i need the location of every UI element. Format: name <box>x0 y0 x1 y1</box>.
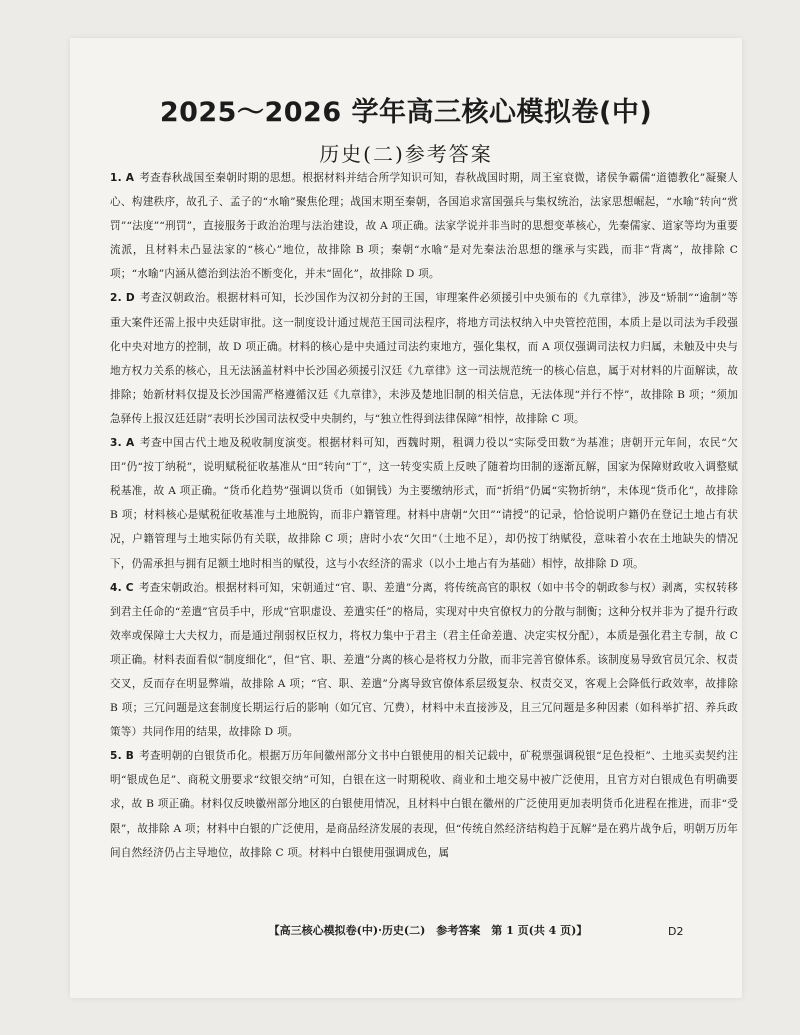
answer-list <box>110 166 738 865</box>
page-footer: 【高三核心模拟卷(中)·历史(二) 参考答案 第 1 页(共 4 页)】 <box>268 924 588 937</box>
answer-sheet-page <box>70 38 742 998</box>
answer-text: 考查宋朝政治。根据材料可知，宋朝通过“官、职、差遣”分离，将传统高官的职权（如中书令的朝政参与权）剥离，实权转移到君主任命的“差遣”官员手中，形成“官职虚设、差遣实任”的格局，实现对中央官僚权力的分散与制衡；这种分权并非为了提升行政效率或保障士大夫权力，而是通过削弱权臣权力，将权力集中于君主（君主任命差遣、决定实权分配），本质是强化君主专制，故 C 项正确。材料表面看似“制度细化”，但“官、职、差遣”分离的核心是将权力分散，而非完善官僚体系。该制度易导致官员冗余、权责交叉，反而存在明显弊端，故排除 A 项；“官、职、差遣”分离导致官僚体系层级复杂、权责交叉，客观上会降低行政效率，故排除 B 项；三冗问题是这套制度长期运行后的影响（如冗官、冗费），材料中未直接涉及，且三冗问题是多种因素（如科举扩招、养兵政策等）共同作用的结果，故排除 D 项。 <box>110 581 738 739</box>
answer-item-1 <box>110 166 738 286</box>
answer-number: 3. A <box>110 437 135 450</box>
answer-item-5 <box>110 744 738 864</box>
answer-number: 1. A <box>110 172 135 184</box>
answer-item-4 <box>110 576 738 745</box>
answer-number: 4. C <box>110 581 134 594</box>
answer-text: 考查汉朝政治。根据材料可知，长沙国作为汉初分封的王国，审理案件必须援引中央颁布的《九章律》，涉及“矫制”“逾制”等重大案件还需上报中央廷尉审批。这一制度设计通过规范王国司法程序，将地方司法权纳入中央管控范围，本质上是以司法为手段强化中央对地方的控制，故 D 项正确。材料的核心是中央通过司法约束地方，强化集权，而 A 项仅强调司法权力归属，未触及中央与地方权力关系的核心，且无法涵盖材料中长沙国必须援引汉廷《九章律》这一司法规范统一的核心信息，属于对材料的片面解读，故排除；始新材料仅提及长沙国需严格遵循汉廷《九章律》，未涉及楚地旧制的相关信息，无法体现“并行不悖”，故排除 B 项；“须加急驿传上报汉廷廷尉”表明长沙国司法权受中央制约，与“独立性得到法律保障”相悖，故排除 C 项。 <box>110 292 738 425</box>
answer-text: 考查中国古代土地及税收制度演变。根据材料可知，西魏时期，租调力役以“实际受田数”为基准；唐朝开元年间，农民“欠田”仍“按丁纳税”，说明赋税征收基准从“田”转向“丁”，这一转变实质上反映了随着均田制的逐渐瓦解，国家为保障财政收入调整赋税基准，故 A 项正确。“货币化趋势”强调以货币（如铜钱）为主要缴纳形式，而“折绢”仍属“实物折纳”，未体现“货币化”，故排除 B 项；材料核心是赋税征收基准与土地脱钩，而非户籍管理。材料中唐朝“欠田”“请授”的记录，恰恰说明户籍仍在登记土地占有状况，户籍管理与土地实际仍有关联，故排除 C 项；唐时小农“欠田”（土地不足），却仍按丁纳赋役，意味着小农在土地缺失的情况下，仍需承担与拥有足额土地时相当的赋役，这与小农经济的需求（以小土地占有为基础）相悖，故排除 D 项。 <box>110 437 738 570</box>
answer-number: 2. D <box>110 292 135 305</box>
answer-item-3 <box>110 431 738 576</box>
answer-number: 5. B <box>110 750 135 763</box>
answer-item-2 <box>110 286 738 431</box>
page-subtitle: 历史(二)参考答案 <box>319 142 493 166</box>
paper-code: D2 <box>668 925 684 938</box>
page-title: 2025～2026 学年高三核心模拟卷(中) <box>159 97 653 128</box>
answer-text: 考查明朝的白银货币化。根据万历年间徽州部分文书中白银使用的相关记载中，矿税票强调税银“足色投柜”、土地买卖契约注明“银成色足”、商税文册要求“纹银交纳”可知，白银在这一时期税收、商业和土地交易中被广泛使用，且官方对白银成色有明确要求，故 B 项正确。材料仅反映徽州部分地区的白银使用情况，且材料中白银在徽州的广泛使用更加表明货币化进程在推进，而非“受限”，故排除 A 项；材料中白银的广泛使用，是商品经济发展的表现，但“传统自然经济结构趋于瓦解”是在鸦片战争后，明朝万历年间自然经济仍占主导地位，故排除 C 项。材料中白银使用强调成色，属 <box>110 750 738 859</box>
answer-text: 考查春秋战国至秦朝时期的思想。根据材料并结合所学知识可知，春秋战国时期，周王室衰微，诸侯争霸儒“道德教化”凝聚人心、构建秩序，故孔子、孟子的“水喻”聚焦伦理；战国末期至秦朝，各国追求富国强兵与集权统治，法家思想崛起，“水喻”转向“赏罚”“法度”“刑罚”，直接服务于政治治理与法治建设，故 A 项正确。法家学说并非当时的思想变革核心，先秦儒家、道家等均为重要流派，且材料未凸显法家的“核心”地位，故排除 B 项；秦朝“水喻”是对先秦法治思想的继承与实践，而非“背离”，故排除 C 项；“水喻”内涵从德治到法治不断变化，并未“固化”，故排除 D 项。 <box>110 172 738 281</box>
